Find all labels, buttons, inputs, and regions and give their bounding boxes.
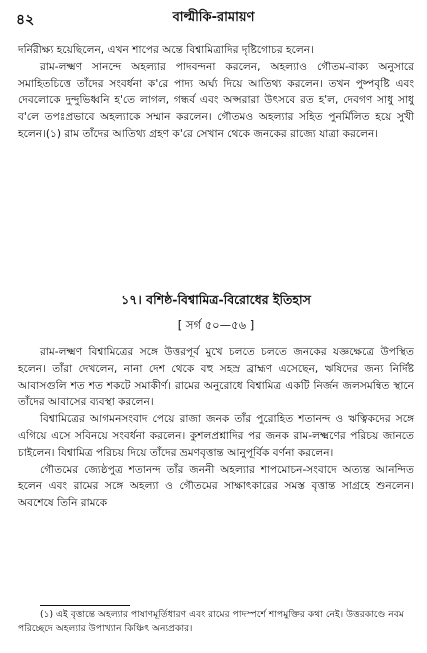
text-block-top [18, 42, 414, 143]
section-heading: ১৭। বশিষ্ঠ-বিশ্বামিত্র-বিরোধের ইতিহাস [121, 292, 311, 307]
paragraph: রাম-লক্ষ্মণ সানন্দে অহল্যার পাদবন্দনা করলেন, অহল্যাও গৌতম-বাক্য অনুসারে সমাহিতচিত্তে তাঁদের সংবর্ধনা ক'রে পাদ্য অর্ঘ্য দিয়ে আতিথ্য করলেন। তখন পুষ্পবৃষ্টি এবং দেবলোকে দুন্দুভিধ্বনি হ'তে লাগল, গন্ধর্ব এবং অপ্সরারা উৎসবে রত হ'ল, দেবগণ সাধু সাধু ব'লে তপঃপ্রভাবে অহল্যাকে সম্মান করলেন। গৌতমও অহল্যার সহিত পুনর্মিলিত হয়ে সুখী হলেন।(১) রাম তাঁদের আতিথ্য গ্রহণ ক'রে সেখান থেকে জনকের রাজ্যে যাত্রা করলেন। [18, 60, 414, 140]
paragraph: দর্নিরীক্ষ্য হয়েছিলেন, এখন শাপের অন্তে বিশ্বামিত্রাদির দৃষ্টিগোচর হলেন। [18, 44, 314, 56]
footnote-text: (১) এই বৃত্তান্তে অহল্যার পাষাণমূর্তিধারণ এবং রামের পাদস্পর্শে শাপমুক্তির কথা নেই। উত্তরকাণ্ডে নবম পরিচ্ছেদে অহল্যার উপাখ্যান কিঞ্চিৎ অন্যপ্রকার। [18, 609, 404, 634]
page-number: ৪২ [16, 12, 35, 28]
paragraph: বিশ্বামিত্রের আগমনসংবাদ পেয়ে রাজা জনক তাঁর পুরোহিত শতানন্দ ও ঋত্বিকদের সঙ্গে এগিয়ে এসে সবিনয়ে সংবর্ধনা করলেন। কুশলপ্রশ্নাদির পর জনক রাম-লক্ষ্মণের পরিচয় জানতে চাইলেন। বিশ্বামিত্র পরিচয় দিয়ে তাঁদের ভ্রমণবৃত্তান্ত আনুপূর্বিক বর্ণনা করলেন। [18, 413, 414, 459]
footnote-divider [40, 605, 130, 606]
paragraph: রাম-লক্ষ্মণ বিশ্বামিত্রের সঙ্গে উত্তরপূর্ব মুখে চলতে চলতে জনকের যজ্ঞক্ষেত্রে উপস্থিত হলেন। তাঁরা দেখলেন, নানা দেশ থেকে বহু সহস্র ব্রাহ্মণ এসেছেন, ঋষিদের জন্য নির্দিষ্ট আবাসগুলি শত শত শকটে সমাকীর্ণ। রামের অনুরোধে বিশ্বামিত্র একটি নির্জন জলসমন্বিত স্থানে তাঁদের আবাসের ব্যবস্থা করলেন। [18, 346, 414, 409]
paragraph: গৌতমের জ্যেষ্ঠপুত্র শতানন্দ তাঁর জননী অহল্যার শাপমোচন-সংবাদে অত্যন্ত আনন্দিত হলেন এবং রামের সঙ্গে অহল্যা ও গৌতমের সাক্ষাৎকারের সমস্ত বৃত্তান্ত সাগ্রহে শুনলেন। অবশেষে তিনি রামকে [18, 463, 414, 510]
sarga-range: [ সর্গ ৫০—৫৬ ] [177, 318, 255, 332]
footnote [18, 608, 414, 636]
page-header [10, 6, 417, 30]
text-block-bottom [18, 344, 414, 512]
running-title: বাল্মীকি-রামায়ণ [172, 10, 255, 25]
